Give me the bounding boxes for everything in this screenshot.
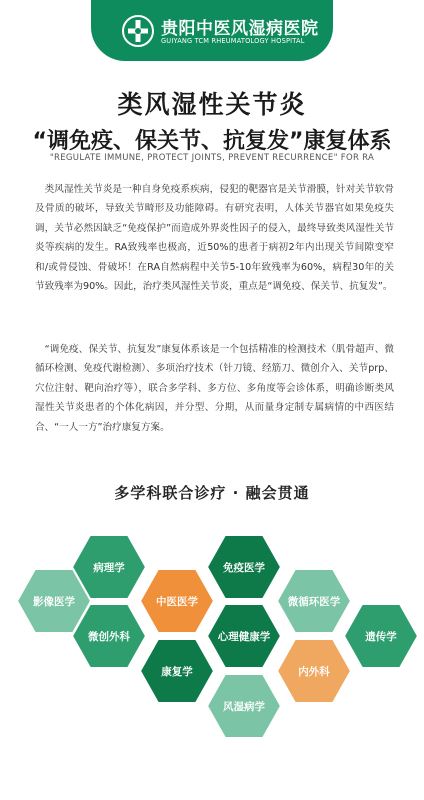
hospital-header — [91, 0, 333, 61]
department-hex — [342, 602, 420, 670]
department-label: 内外科 — [298, 665, 330, 678]
hospital-name-en: GUIYANG TCM RHEUMATOLOGY HOSPITAL — [161, 37, 305, 45]
intro-paragraph: 类风湿性关节炎是一种自身免疫系疾病，侵犯的靶器官是关节滑膜，针对关节软骨及骨质的破坏，导致关节畸形及功能障碍。有研究表明，人体关节器官如果免疫失调，关节必然因缺乏“免疫保护”而造成外界炎性因子的侵入，最终导致类风湿性关节炎等疾病的发生。RA致残率也极高，近50%的患者于病初2年内出现关节间隙变窄和/或骨侵蚀、骨破坏！在RA自然病程中关节5-10年致残率为60%，病程30年的关节致残率为90%。因此，治疗类风湿性关节炎，重点是“调免疫、保关节、抗复发”。 — [35, 184, 394, 293]
department-label: 微创外科 — [88, 630, 130, 643]
department-label: 风湿病学 — [223, 700, 265, 713]
department-label: 康复学 — [161, 665, 193, 678]
department-label: 中医医学 — [156, 595, 198, 608]
page-subtitle: “调免疫、保关节、抗复发”康复体系 — [32, 129, 392, 154]
department-hex — [205, 672, 283, 740]
department-label: 影像医学 — [33, 595, 75, 608]
page-title: 类风湿性关节炎 — [117, 90, 307, 119]
department-hex — [275, 637, 353, 705]
department-hex — [205, 533, 283, 601]
department-label: 免疫医学 — [223, 561, 265, 574]
page-subtitle-en: "REGULATE IMMUNE, PROTECT JOINTS, PREVENT RECURRENCE" FOR RA — [49, 153, 375, 163]
department-label: 病理学 — [93, 561, 125, 574]
section-title: 多学科联合诊疗 · 融会贯通 — [114, 484, 310, 502]
hospital-name-cn: 贵阳中医风湿病医院 — [161, 19, 319, 39]
department-hex — [70, 602, 148, 670]
system-paragraph: “调免疫、保关节、抗复发”康复体系该是一个包括精准的检测技术（肌骨超声、微循环检测、免疫代谢检测）、多项治疗技术（针刀镜、经筋刀、微创介入、关节prp、穴位注射、靶向治疗等），联合多学科、多方位、多角度等会诊体系，明确诊断类风湿性关节炎患者的个体化病因，并分型、分期，从而量身定制专属病情的中西医结合、“一人一方”治疗康复方案。 — [35, 344, 394, 433]
department-label: 心理健康学 — [217, 630, 271, 643]
department-label: 微循环医学 — [287, 595, 341, 608]
department-hex — [205, 602, 283, 670]
department-label: 遗传学 — [365, 630, 397, 643]
hospital-logo-icon — [121, 14, 155, 48]
